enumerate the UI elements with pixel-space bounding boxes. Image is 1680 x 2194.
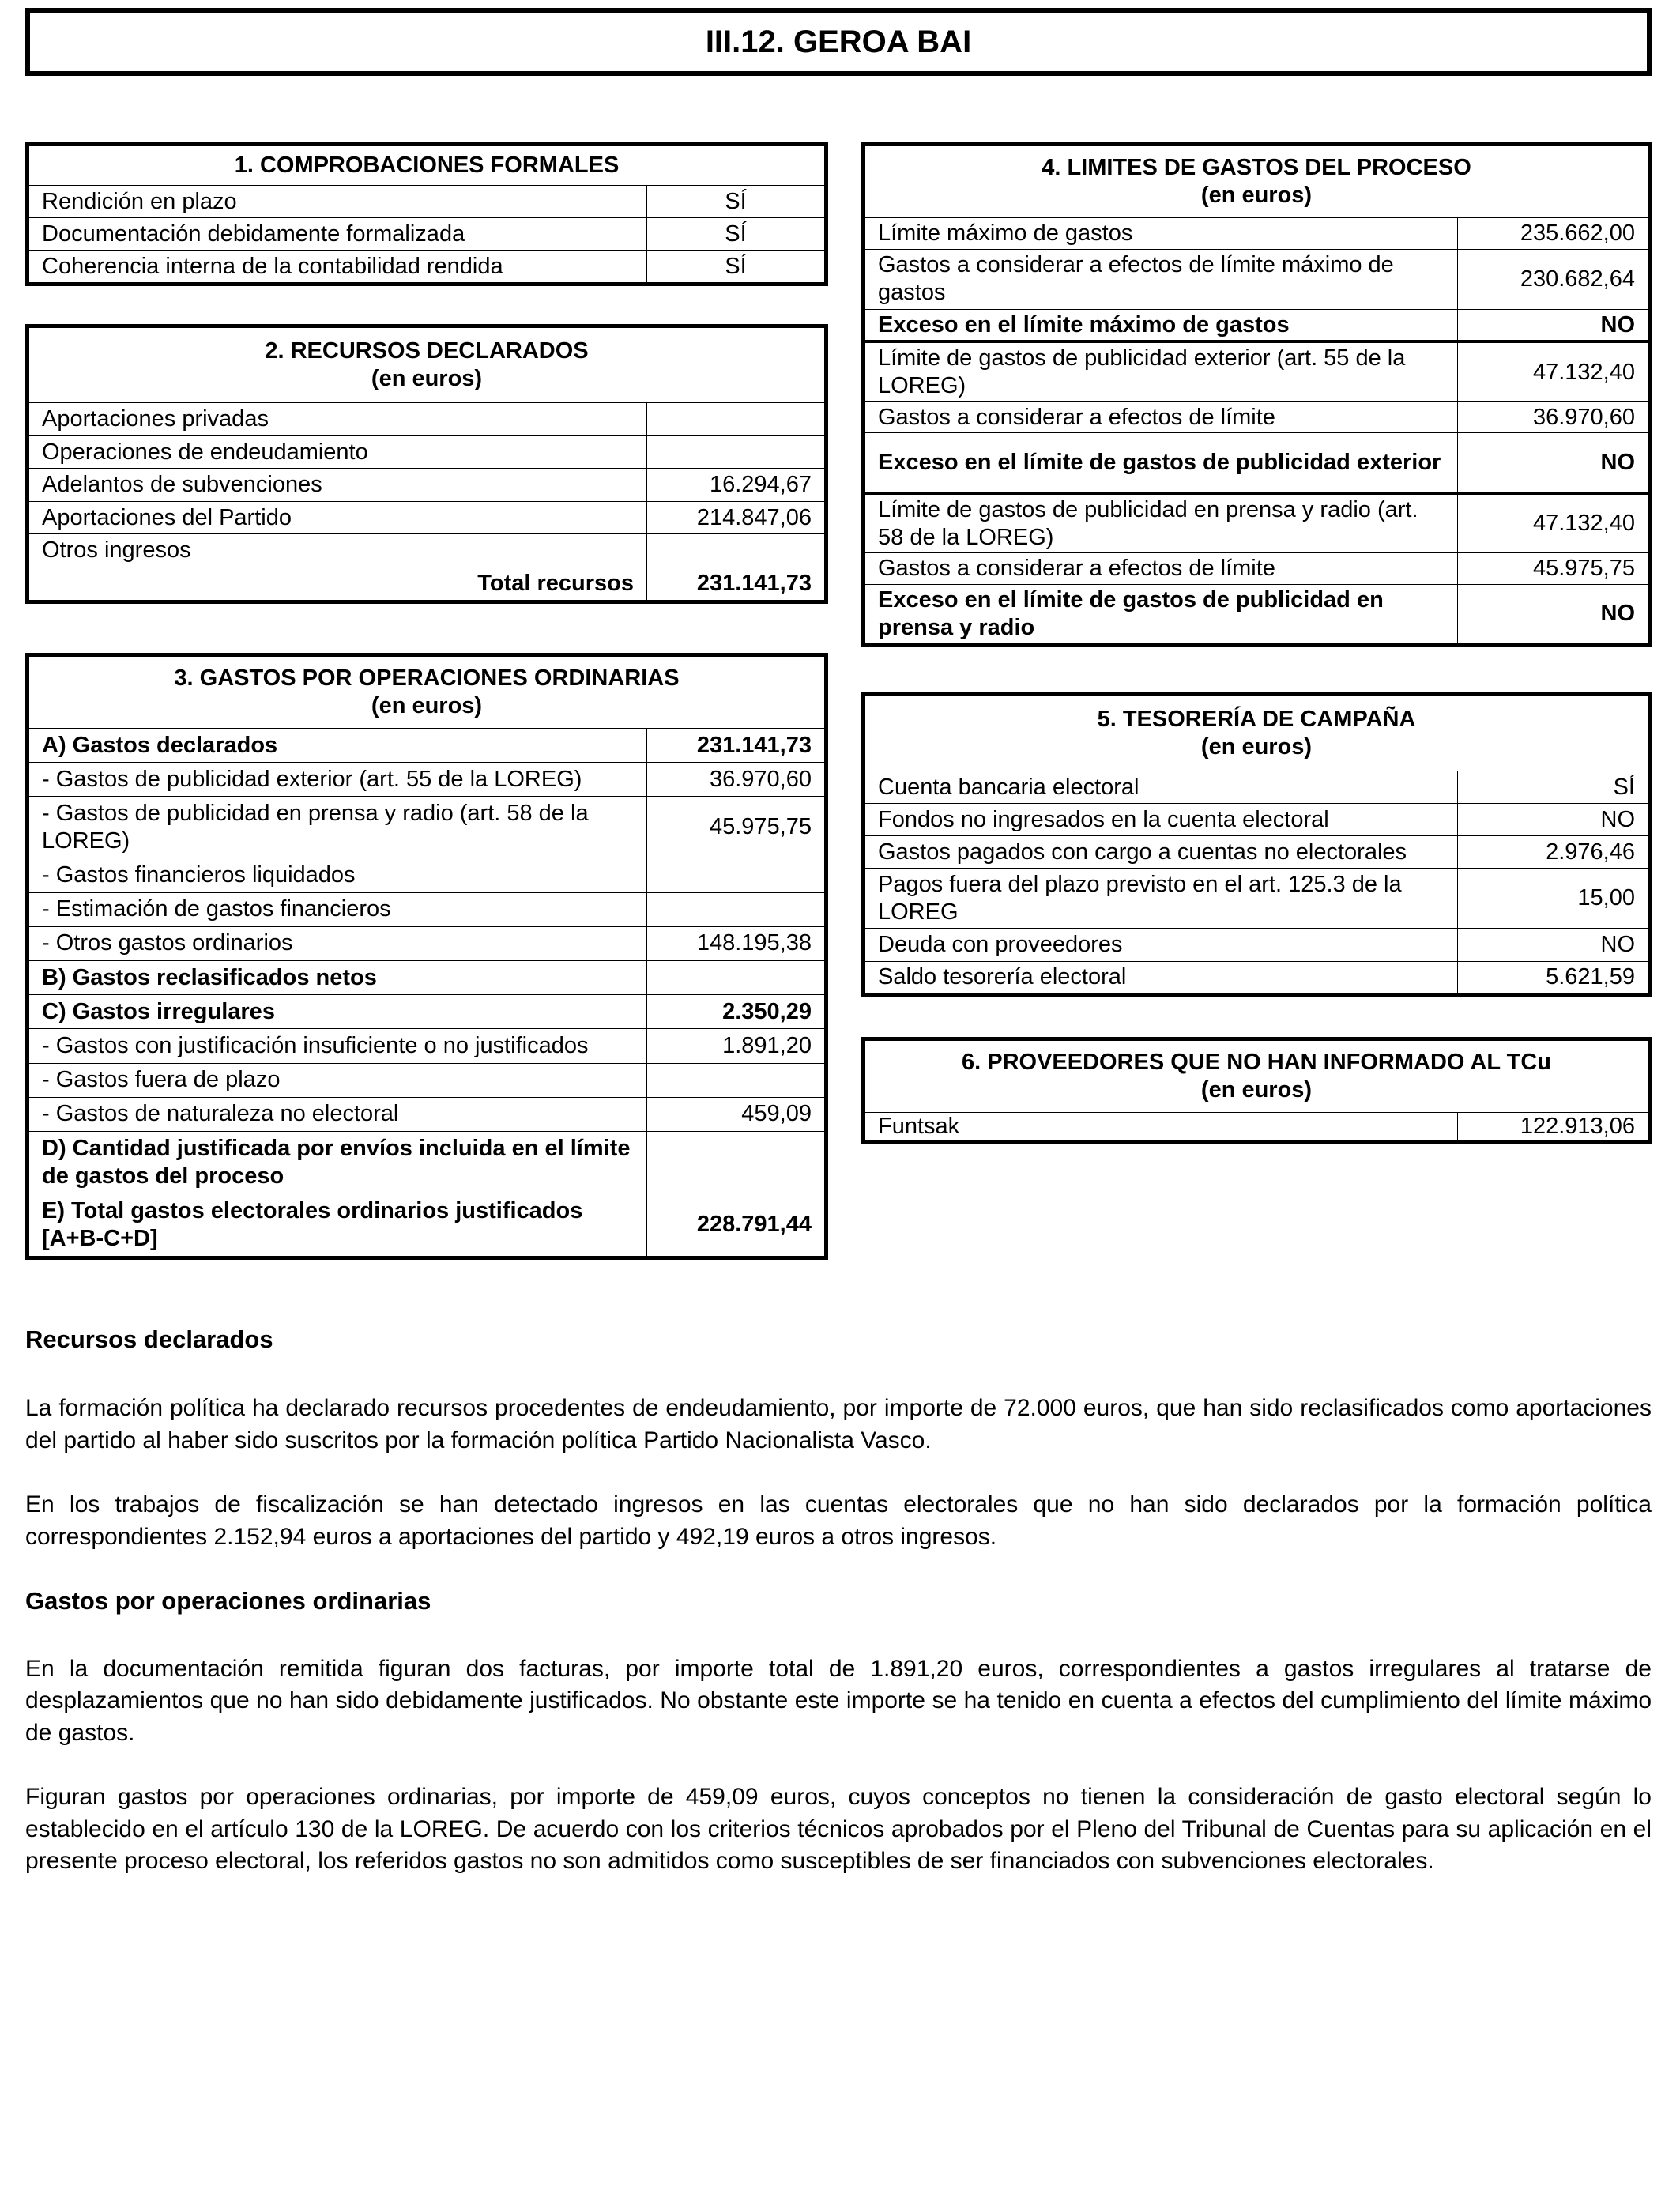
table-row: Límite de gastos de publicidad en prensa y radio (art. 58 de la LOREG) 47.132,40 — [864, 493, 1650, 553]
table-row: Aportaciones del Partido 214.847,06 — [28, 501, 827, 534]
table-row: Gastos a considerar a efectos de límite 45.975,75 — [864, 553, 1650, 585]
table-row: Gastos pagados con cargo a cuentas no electorales 2.976,46 — [864, 836, 1650, 869]
table-row: - Otros gastos ordinarios 148.195,38 — [28, 926, 827, 960]
formal-checks-table — [25, 142, 828, 286]
paragraph: La formación política ha declarado recursos procedentes de endeudamiento, por importe de 72.000 euros, que han sido reclasificados como aportaciones del partido al haber sido suscritos por la formación política Partido Nacionalista Vasco. — [25, 1395, 1652, 1453]
table-row: Aportaciones privadas — [28, 403, 827, 436]
table-row: - Gastos de naturaleza no electoral 459,09 — [28, 1097, 827, 1131]
table-row: Límite máximo de gastos 235.662,00 — [864, 218, 1650, 250]
table-row: - Gastos fuera de plazo — [28, 1063, 827, 1097]
table-row: Adelantos de subvenciones 16.294,67 — [28, 469, 827, 502]
table-row: Rendición en plazo SÍ — [28, 186, 827, 218]
table-row: B) Gastos reclasificados netos — [28, 960, 827, 994]
table-header: 5. TESORERÍA DE CAMPAÑA (en euros) — [864, 695, 1650, 771]
table-header: 3. GASTOS POR OPERACIONES ORDINARIAS (en euros) — [28, 655, 827, 729]
table-row: Otros ingresos — [28, 534, 827, 567]
section-heading: Gastos por operaciones ordinarias — [25, 1587, 431, 1615]
total-row: Total recursos 231.141,73 — [28, 567, 827, 602]
section-heading: Recursos declarados — [25, 1325, 273, 1353]
table-row: Exceso en el límite máximo de gastos NO — [864, 309, 1650, 341]
table-row: D) Cantidad justificada por envíos incluida en el límite de gastos del proceso — [28, 1132, 827, 1193]
paragraph: Figuran gastos por operaciones ordinarias, por importe de 459,09 euros, cuyos conceptos no tienen la consideración de gasto electoral según lo establecido en el artículo 130 de la LOREG. De acuerdo con los criterios técnicos aprobados por el Pleno del Tribunal de Cuentas para su aplicación en el presente proceso electoral, los referidos gastos no son admitidos como susceptibles de ser financiados con subvenciones electorales. — [25, 1783, 1652, 1875]
table-header: 4. LIMITES DE GASTOS DEL PROCESO (en euros) — [864, 145, 1650, 218]
table-row: Límite de gastos de publicidad exterior (art. 55 de la LOREG) 47.132,40 — [864, 341, 1650, 401]
table-row: A) Gastos declarados 231.141,73 — [28, 729, 827, 763]
table-header: 2. RECURSOS DECLARADOS (en euros) — [28, 326, 827, 403]
table-row: Cuenta bancaria electoral SÍ — [864, 771, 1650, 804]
table-row: Coherencia interna de la contabilidad rendida SÍ — [28, 250, 827, 284]
campaign-treasury-table — [861, 692, 1652, 997]
table-row: - Estimación de gastos financieros — [28, 892, 827, 926]
total-row: E) Total gastos electorales ordinarios justificados [A+B-C+D] 228.791,44 — [28, 1193, 827, 1258]
table-row: Exceso en el límite de gastos de publicidad en prensa y radio NO — [864, 585, 1650, 645]
page-title: III.12. GEROA BAI — [25, 8, 1652, 76]
table-row: - Gastos con justificación insuficiente o no justificados 1.891,20 — [28, 1029, 827, 1063]
table-row: Deuda con proveedores NO — [864, 929, 1650, 961]
table-row: Pagos fuera del plazo previsto en el art. 125.3 de la LOREG 15,00 — [864, 869, 1650, 929]
table-header: 6. PROVEEDORES QUE NO HAN INFORMADO AL TCu (en euros) — [864, 1039, 1650, 1113]
table-row: - Gastos de publicidad en prensa y radio (art. 58 de la LOREG) 45.975,75 — [28, 797, 827, 858]
table-row: Documentación debidamente formalizada SÍ — [28, 218, 827, 251]
suppliers-table — [861, 1037, 1652, 1144]
table-row: Gastos a considerar a efectos de límite 36.970,60 — [864, 401, 1650, 433]
table-row: Funtsak 122.913,06 — [864, 1113, 1650, 1143]
ordinary-expenses-table — [25, 653, 828, 1260]
declared-resources-table — [25, 324, 828, 604]
table-row: Fondos no ingresados en la cuenta electoral NO — [864, 804, 1650, 836]
table-row: Operaciones de endeudamiento — [28, 435, 827, 469]
paragraph: En los trabajos de fiscalización se han detectado ingresos en las cuentas electorales que no han sido declarados por la formación política correspondientes 2.152,94 euros a aportaciones del partido y 492,19 euros a otros ingresos. — [25, 1491, 1652, 1550]
paragraph: En la documentación remitida figuran dos facturas, por importe total de 1.891,20 euros, correspondientes a gastos irregulares al tratarse de desplazamientos que no han sido debidamente justificados. No obstante este importe se ha tenido en cuenta a efectos del cumplimiento del límite máximo de gastos. — [25, 1655, 1652, 1747]
spending-limits-table — [861, 142, 1652, 647]
table-row: C) Gastos irregulares 2.350,29 — [28, 995, 827, 1029]
table-row: Gastos a considerar a efectos de límite máximo de gastos 230.682,64 — [864, 249, 1650, 309]
table-header: 1. COMPROBACIONES FORMALES — [28, 145, 827, 186]
report-text — [25, 1323, 1652, 1878]
table-row: Exceso en el límite de gastos de publicidad exterior NO — [864, 433, 1650, 493]
table-row: - Gastos financieros liquidados — [28, 858, 827, 892]
table-row: Saldo tesorería electoral 5.621,59 — [864, 961, 1650, 996]
table-row: - Gastos de publicidad exterior (art. 55 de la LOREG) 36.970,60 — [28, 763, 827, 797]
